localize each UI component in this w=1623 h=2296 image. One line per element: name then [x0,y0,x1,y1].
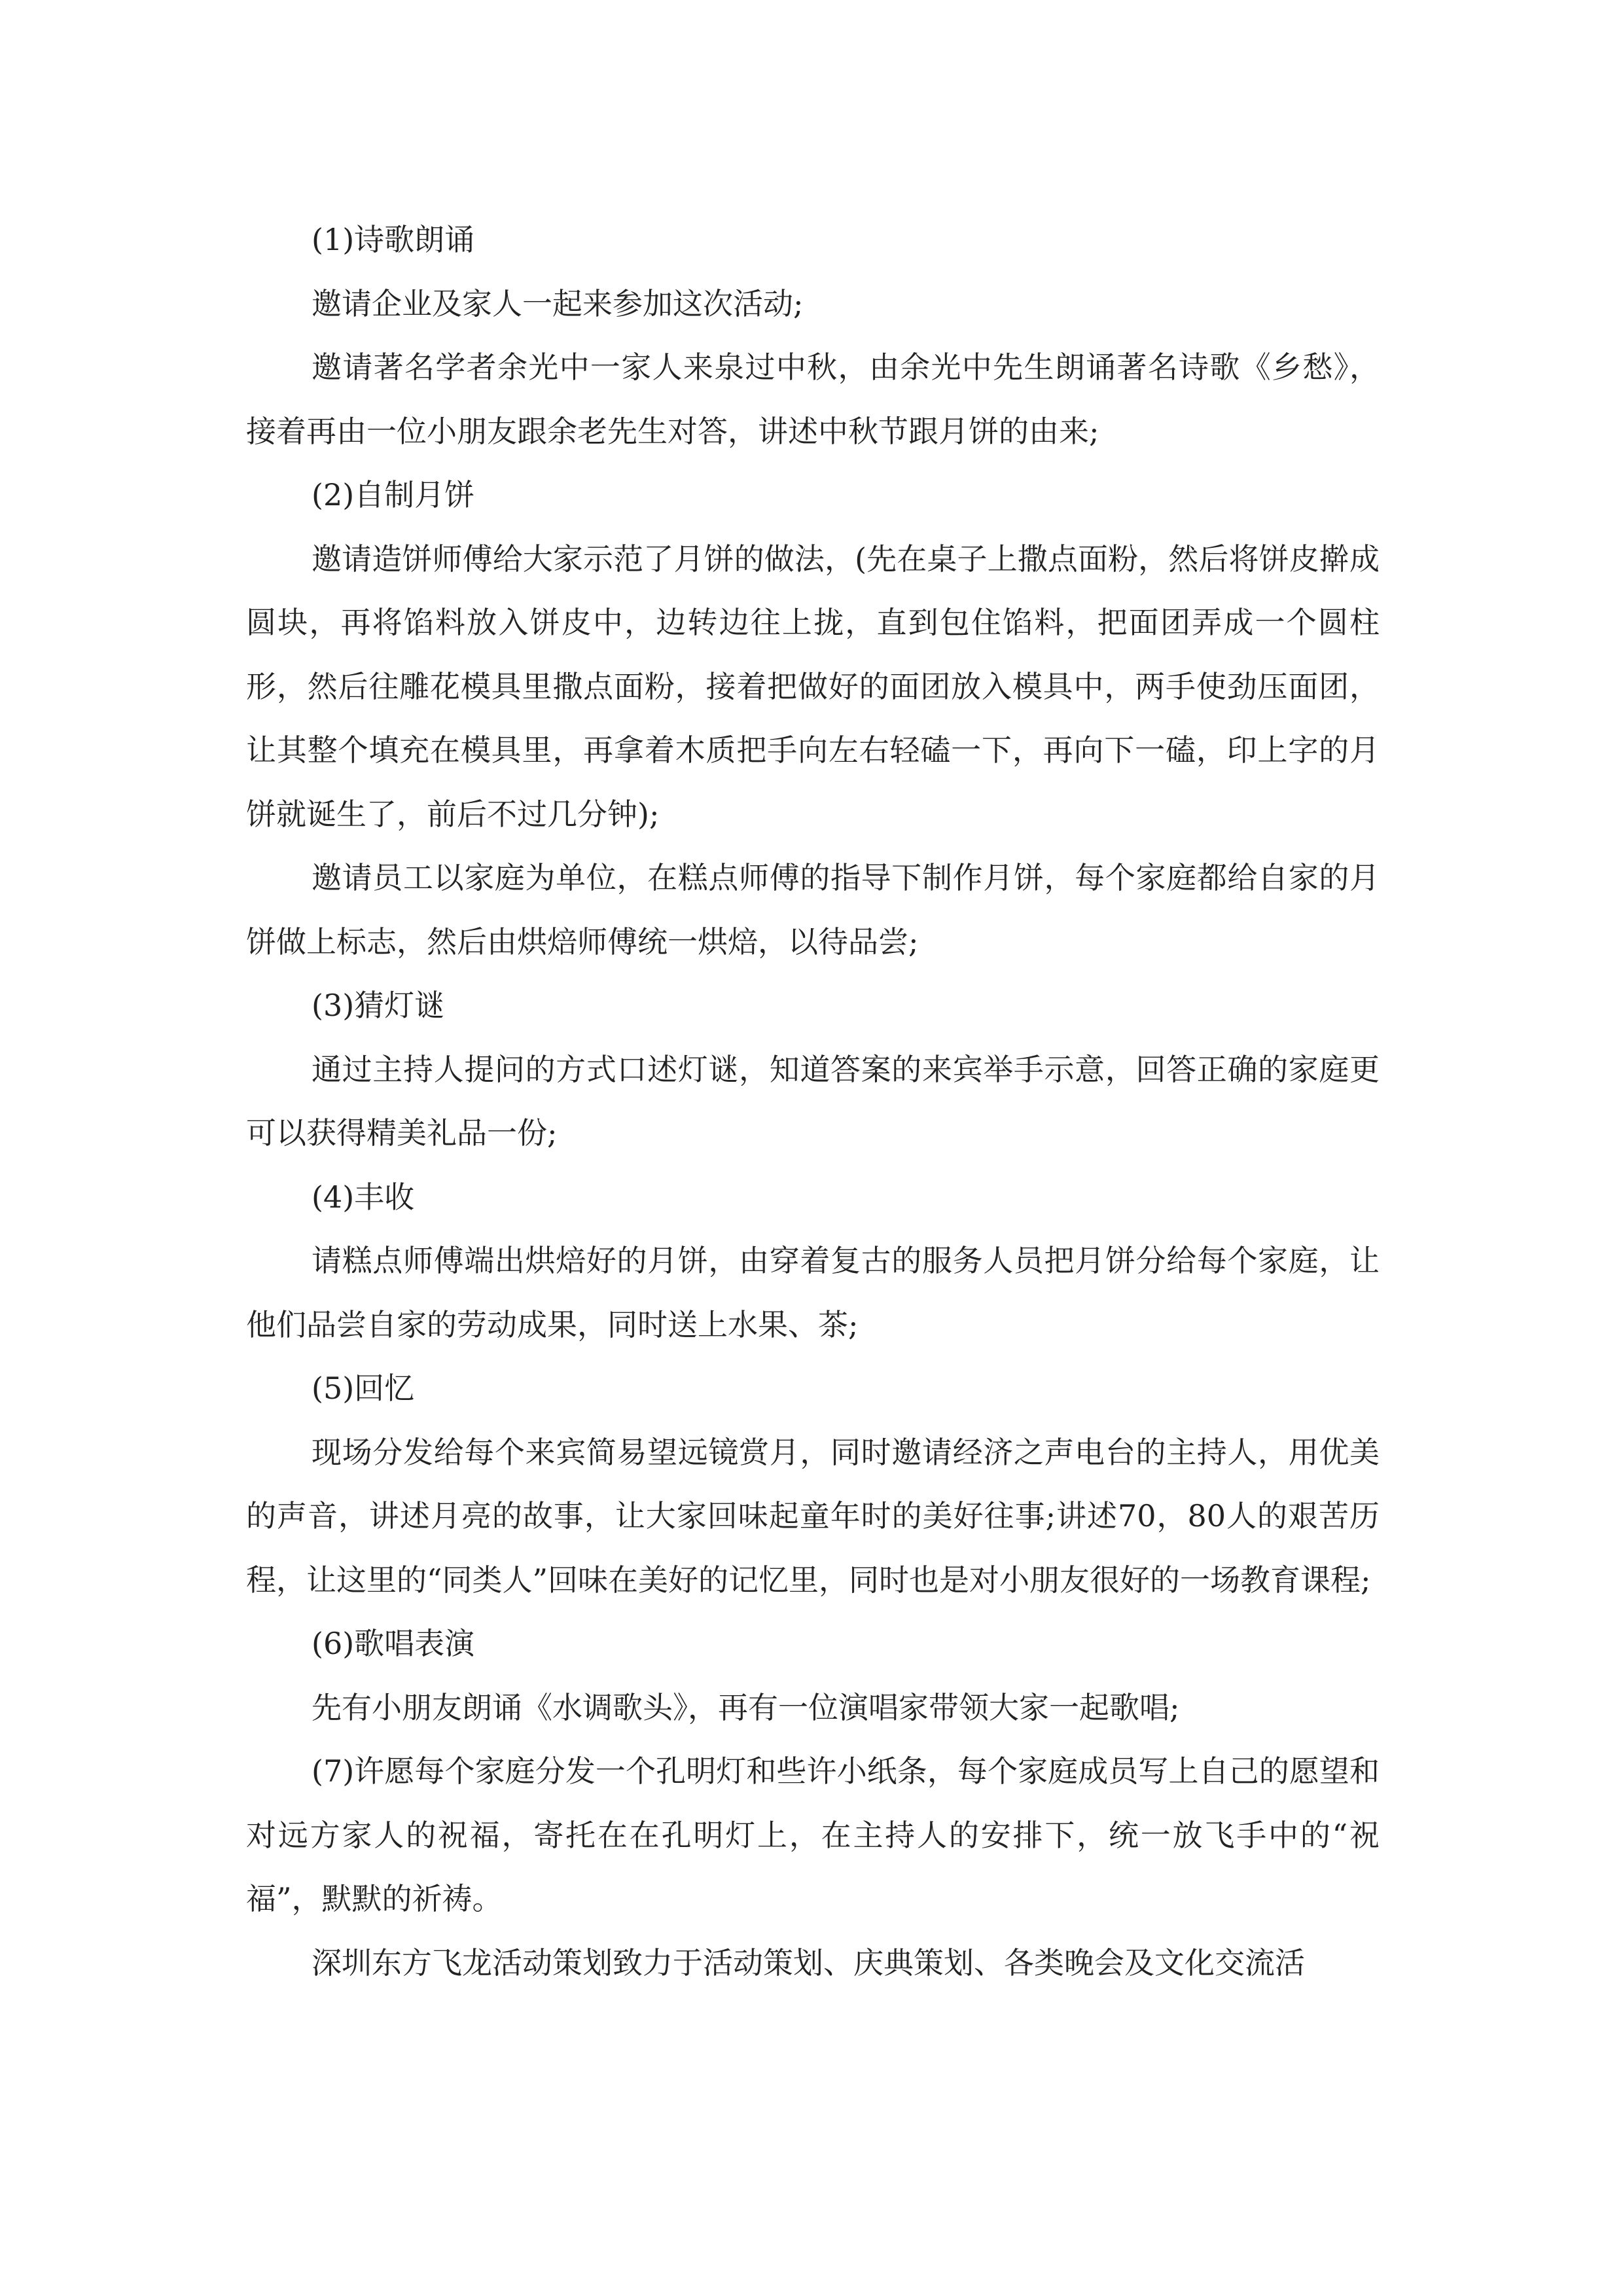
section-heading-memories: (5)回忆 [312,1371,415,1406]
section-heading-poetry-recital: (1)诗歌朗诵 [312,222,475,257]
paragraph-wishes: (7)许愿每个家庭分发一个孔明灯和些许小纸条，每个家庭成员写上自己的愿望和对远方家人的祝福，寄托在在孔明灯上，在主持人的安排下，统一放飞手中的“祝福”，默默的祈祷。 [246,1753,1380,1916]
paragraph: 现场分发给每个来宾简易望远镜赏月，同时邀请经济之声电台的主持人，用优美的声音，讲述月亮的故事，让大家回味起童年时的美好往事;讲述70，80人的艰苦历程，让这里的“同类人”回味在美好的记忆里，同时也是对小朋友很好的一场教育课程; [246,1434,1380,1598]
section-heading-singing: (6)歌唱表演 [312,1626,475,1661]
paragraph: 深圳东方飞龙活动策划致力于活动策划、庆典策划、各类晚会及文化交流活 [312,1945,1305,1981]
paragraph: 通过主持人提问的方式口述灯谜，知道答案的来宾举手示意，回答正确的家庭更可以获得精美礼品一份; [246,1051,1380,1151]
paragraph: 请糕点师傅端出烘焙好的月饼，由穿着复古的服务人员把月饼分给每个家庭，让他们品尝自家的劳动成果，同时送上水果、茶; [246,1243,1380,1342]
paragraph: 邀请著名学者余光中一家人来泉过中秋，由余光中先生朗诵著名诗歌《乡愁》，接着再由一位小朋友跟余老先生对答，讲述中秋节跟月饼的由来; [246,350,1380,449]
section-heading-mooncake-making: (2)自制月饼 [312,477,475,512]
paragraph: 邀请员工以家庭为单位，在糕点师傅的指导下制作月饼，每个家庭都给自家的月饼做上标志，然后由烘焙师傅统一烘焙，以待品尝; [246,860,1380,960]
section-heading-lantern-riddles: (3)猜灯谜 [312,988,445,1023]
document-body [246,208,1380,1995]
paragraph: 邀请造饼师傅给大家示范了月饼的做法，(先在桌子上撒点面粉，然后将饼皮擀成圆块，再将馅料放入饼皮中，边转边往上拢，直到包住馅料，把面团弄成一个圆柱形，然后往雕花模具里撒点面粉，接着把做好的面团放入模具中，两手使劲压面团，让其整个填充在模具里，再拿着木质把手向左右轻磕一下，再向下一磕，印上字的月饼就诞生了，前后不过几分钟); [246,541,1380,832]
section-heading-harvest: (4)丰收 [312,1179,415,1215]
paragraph: 邀请企业及家人一起来参加这次活动; [312,285,804,321]
paragraph: 先有小朋友朗诵《水调歌头》，再有一位演唱家带领大家一起歌唱; [312,1689,1180,1725]
